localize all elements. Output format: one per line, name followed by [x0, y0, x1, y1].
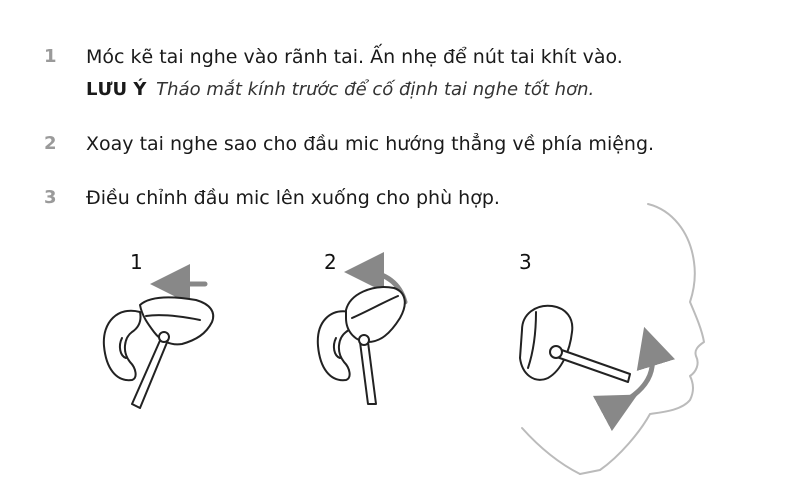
figure-2-label: 2	[324, 250, 337, 274]
step-number: 1	[44, 46, 57, 67]
step-text: Xoay tai nghe sao cho đầu mic hướng thẳng về phía miệng.	[86, 133, 655, 155]
figure-1-label: 1	[130, 250, 143, 274]
headset-on-ear-push-icon	[104, 284, 213, 408]
note-label: LƯU Ý	[86, 79, 147, 100]
headset-on-face-adjust-icon	[520, 204, 704, 474]
step-text: Móc kẽ tai nghe vào rãnh tai. Ấn nhẹ để nút tai khít vào.	[86, 46, 623, 68]
step-number: 3	[44, 187, 57, 208]
step-text: Điều chỉnh đầu mic lên xuống cho phù hợp.	[86, 187, 500, 209]
step-number: 2	[44, 133, 57, 154]
figure-3-label: 3	[519, 250, 532, 274]
note-text: Tháo mắt kính trước để cố định tai nghe tốt hơn.	[156, 79, 595, 100]
headset-rotate-icon	[318, 272, 405, 404]
